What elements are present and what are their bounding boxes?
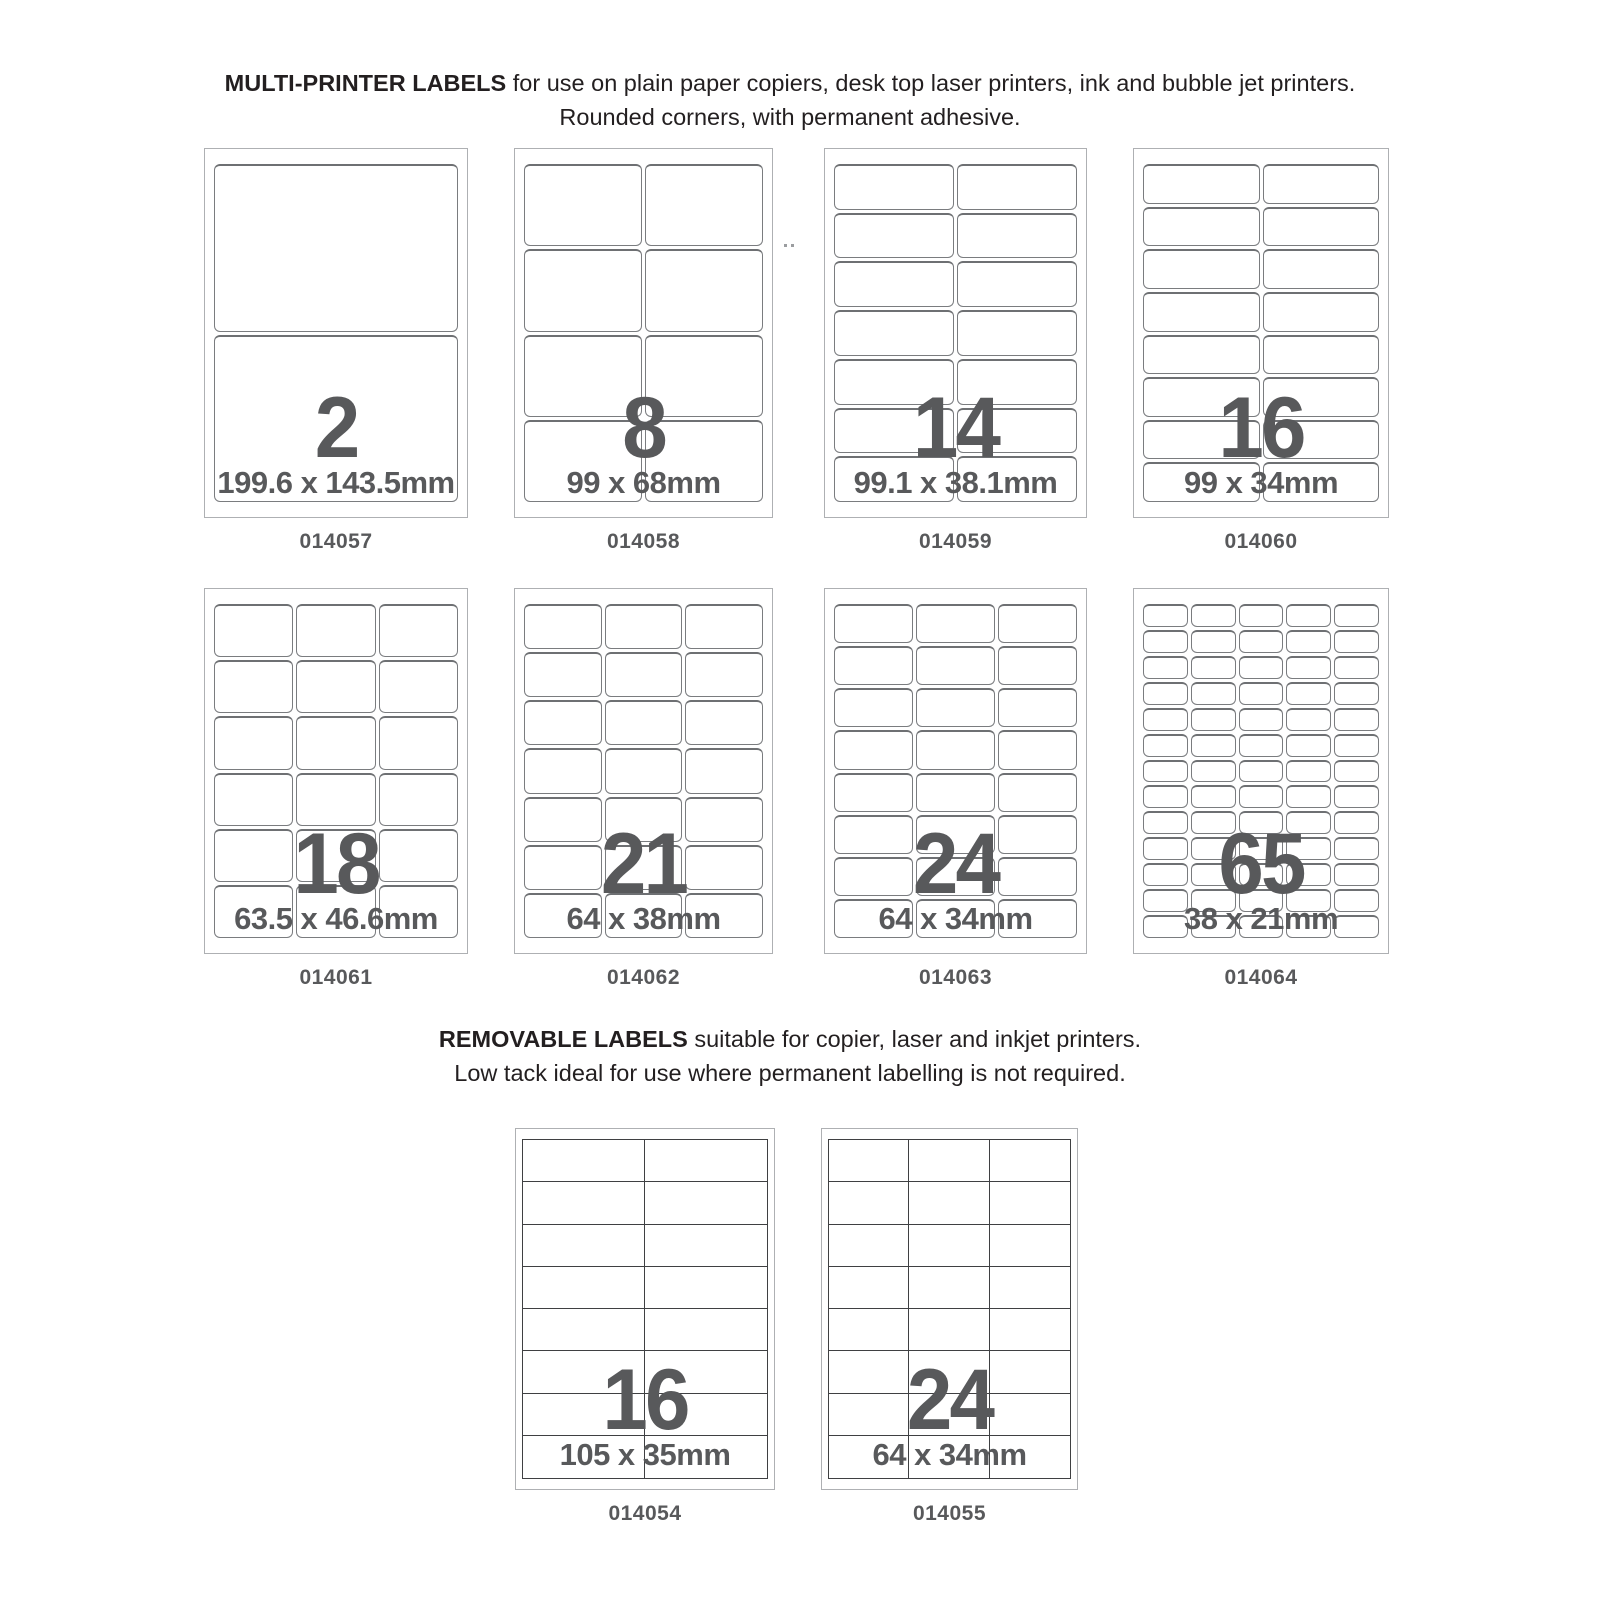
label-cell [1286, 630, 1331, 653]
label-cell [1143, 604, 1188, 627]
label-cell [214, 716, 293, 769]
product-code: 014062 [606, 966, 681, 989]
label-dimensions: 99 x 68mm [566, 465, 721, 500]
label-cell [1143, 249, 1260, 289]
label-count: 65 [1218, 816, 1304, 912]
label-cell [829, 1225, 909, 1267]
sheet-panel-014062 [514, 588, 773, 990]
label-cell [1191, 760, 1236, 783]
label-cell [645, 1182, 767, 1224]
label-cell [214, 660, 293, 713]
label-cell [379, 716, 458, 769]
label-cell [998, 730, 1077, 769]
label-cell [829, 1140, 909, 1182]
label-cell [524, 164, 642, 246]
label-cell [524, 652, 602, 697]
label-cell [1191, 604, 1236, 627]
multi-printer-heading-rest: for use on plain paper copiers, desk top laser printers, ink and bubble jet printers. [506, 70, 1356, 96]
sheet-panel-014058 [514, 148, 773, 554]
label-cell [916, 646, 995, 685]
label-cell [1239, 760, 1284, 783]
label-cell [1334, 734, 1379, 757]
label-cell [957, 310, 1077, 356]
multi-printer-heading-line2: Rounded corners, with permanent adhesive. [559, 104, 1021, 130]
label-cell [998, 773, 1077, 812]
label-cell [523, 1309, 645, 1351]
label-cell [1239, 656, 1284, 679]
label-cell [998, 646, 1077, 685]
label-count: 18 [293, 816, 379, 912]
label-cell [909, 1140, 989, 1182]
sheet-panel-014055 [821, 1128, 1078, 1526]
label-cell [1334, 760, 1379, 783]
multi-printer-heading-bold: MULTI-PRINTER LABELS [224, 70, 507, 96]
label-cell [379, 773, 458, 826]
product-code: 014063 [918, 966, 993, 989]
label-cell [1286, 656, 1331, 679]
label-sheet-diagram [1133, 588, 1389, 954]
label-cell [957, 213, 1077, 259]
label-dimensions: 99.1 x 38.1mm [853, 465, 1058, 500]
label-cell [1263, 249, 1380, 289]
label-sheet-diagram [204, 588, 468, 954]
label-cell [909, 1225, 989, 1267]
label-cell [214, 604, 293, 657]
label-cell [685, 652, 763, 697]
label-count: 14 [912, 380, 999, 476]
label-dimensions: 64 x 34mm [872, 1437, 1027, 1472]
label-cell [1143, 207, 1260, 247]
label-cell [1286, 708, 1331, 731]
sheet-panel-014063 [824, 588, 1087, 990]
label-cell [1239, 682, 1284, 705]
label-cell [1191, 682, 1236, 705]
label-dimensions: 38 x 21mm [1183, 901, 1339, 936]
label-cell [214, 773, 293, 826]
label-cell [1334, 708, 1379, 731]
label-cell [998, 688, 1077, 727]
label-sheet-diagram [821, 1128, 1078, 1490]
label-cell [909, 1182, 989, 1224]
label-cell [1143, 164, 1260, 204]
label-cell [834, 213, 954, 259]
label-cell [1143, 734, 1188, 757]
label-cell [1334, 656, 1379, 679]
label-cell [1239, 708, 1284, 731]
label-cell [1143, 785, 1188, 808]
label-sheet-diagram [515, 1128, 775, 1490]
label-cell [523, 1140, 645, 1182]
label-cell [1286, 682, 1331, 705]
label-dimensions: 64 x 38mm [566, 901, 721, 936]
label-cell [1286, 734, 1331, 757]
label-cell [990, 1140, 1070, 1182]
label-cell [214, 164, 458, 332]
label-cell [605, 748, 683, 793]
label-cell [524, 249, 642, 331]
product-code: 014061 [299, 966, 373, 989]
label-sheet-diagram [514, 588, 773, 954]
product-code: 014064 [1224, 966, 1298, 989]
label-cell [1334, 682, 1379, 705]
label-cell [1286, 604, 1331, 627]
removable-heading-line2: Low tack ideal for use where permanent labelling is not required. [454, 1060, 1126, 1086]
label-cell [916, 773, 995, 812]
label-cell [1286, 760, 1331, 783]
label-count: 16 [602, 1352, 688, 1448]
removable-heading-line1 [0, 1022, 1580, 1056]
label-cell [1143, 335, 1260, 375]
label-cell [834, 310, 954, 356]
label-count: 24 [912, 816, 999, 912]
label-cell [1239, 785, 1284, 808]
label-cell [1334, 630, 1379, 653]
multi-printer-heading [0, 66, 1580, 134]
label-cell [645, 1309, 767, 1351]
label-cell [1143, 760, 1188, 783]
label-cell [834, 688, 913, 727]
label-count: 2 [314, 380, 358, 476]
label-dimensions: 199.6 x 143.5mm [217, 465, 455, 500]
label-cell [990, 1225, 1070, 1267]
label-cell [834, 730, 913, 769]
label-count: 16 [1218, 380, 1304, 476]
label-cell [1143, 292, 1260, 332]
label-cell [957, 164, 1077, 210]
label-cell [990, 1182, 1070, 1224]
label-cell [834, 164, 954, 210]
sheet-panel-014064 [1133, 588, 1389, 990]
label-cell [1143, 630, 1188, 653]
label-dimensions: 64 x 34mm [878, 901, 1033, 936]
label-cell [1191, 708, 1236, 731]
product-code: 014060 [1224, 530, 1298, 553]
label-cell [605, 652, 683, 697]
label-cell [1239, 604, 1284, 627]
sheet-panel-014054 [515, 1128, 775, 1526]
label-cell [1191, 656, 1236, 679]
label-cell [957, 261, 1077, 307]
label-sheet-diagram [824, 588, 1087, 954]
label-cell [1334, 604, 1379, 627]
label-cell [645, 249, 763, 331]
label-cell [1143, 708, 1188, 731]
label-sheet-diagram [824, 148, 1087, 518]
label-cell [1239, 734, 1284, 757]
label-dimensions: 99 x 34mm [1183, 465, 1339, 500]
label-cell [909, 1309, 989, 1351]
product-code: 014055 [912, 1502, 987, 1525]
label-cell [645, 1267, 767, 1309]
label-cell [990, 1267, 1070, 1309]
label-cell [1191, 785, 1236, 808]
label-cell [834, 646, 913, 685]
label-cell [1263, 164, 1380, 204]
label-sheet-diagram [204, 148, 468, 518]
label-cell [829, 1309, 909, 1351]
label-count: 8 [622, 380, 665, 476]
label-count: 24 [906, 1352, 993, 1448]
product-code: 014054 [608, 1502, 682, 1525]
sheet-panel-014061 [204, 588, 468, 990]
label-cell [1263, 292, 1380, 332]
product-code: 014058 [606, 530, 681, 553]
removable-heading-rest: suitable for copier, laser and inkjet printers. [687, 1026, 1142, 1052]
label-cell [296, 604, 375, 657]
label-cell [916, 688, 995, 727]
label-cell [379, 604, 458, 657]
label-cell [685, 748, 763, 793]
label-cell [296, 716, 375, 769]
label-sheet-diagram [1133, 148, 1389, 518]
label-cell [1263, 335, 1380, 375]
multi-printer-heading-line1 [0, 66, 1580, 100]
removable-heading-bold: REMOVABLE LABELS [438, 1026, 688, 1052]
label-cell [523, 1267, 645, 1309]
label-cell [1191, 734, 1236, 757]
sheet-panel-014059 [824, 148, 1087, 554]
product-code: 014059 [918, 530, 993, 553]
label-cell [645, 164, 763, 246]
scan-artifact-dots [784, 244, 787, 247]
label-cell [379, 660, 458, 713]
removable-heading [0, 1022, 1580, 1090]
label-cell [834, 773, 913, 812]
label-cell [916, 604, 995, 643]
label-sheet-diagram [514, 148, 773, 518]
sheet-panel-014057 [204, 148, 468, 554]
sheet-panel-014060 [1133, 148, 1389, 554]
label-cell [1334, 785, 1379, 808]
label-cell [685, 700, 763, 745]
label-cell [523, 1182, 645, 1224]
label-cell [296, 660, 375, 713]
product-code: 014057 [299, 530, 373, 553]
label-cell [1239, 630, 1284, 653]
label-cell [1143, 682, 1188, 705]
label-cell [998, 604, 1077, 643]
label-cell [1286, 785, 1331, 808]
label-cell [1143, 656, 1188, 679]
label-cell [909, 1267, 989, 1309]
label-cell [1191, 630, 1236, 653]
label-cell [645, 1225, 767, 1267]
label-cell [916, 730, 995, 769]
label-cell [834, 261, 954, 307]
label-cell [523, 1225, 645, 1267]
label-cell [990, 1309, 1070, 1351]
label-cell [524, 604, 602, 649]
label-cell [645, 1140, 767, 1182]
label-cell [1263, 207, 1380, 247]
label-dimensions: 63.5 x 46.6mm [234, 901, 438, 936]
label-cell [605, 604, 683, 649]
label-cell [829, 1267, 909, 1309]
label-count: 21 [600, 816, 687, 912]
label-cell [524, 700, 602, 745]
label-cell [834, 604, 913, 643]
label-cell [524, 748, 602, 793]
label-cell [605, 700, 683, 745]
label-cell [685, 604, 763, 649]
label-cell [829, 1182, 909, 1224]
label-dimensions: 105 x 35mm [559, 1437, 731, 1472]
